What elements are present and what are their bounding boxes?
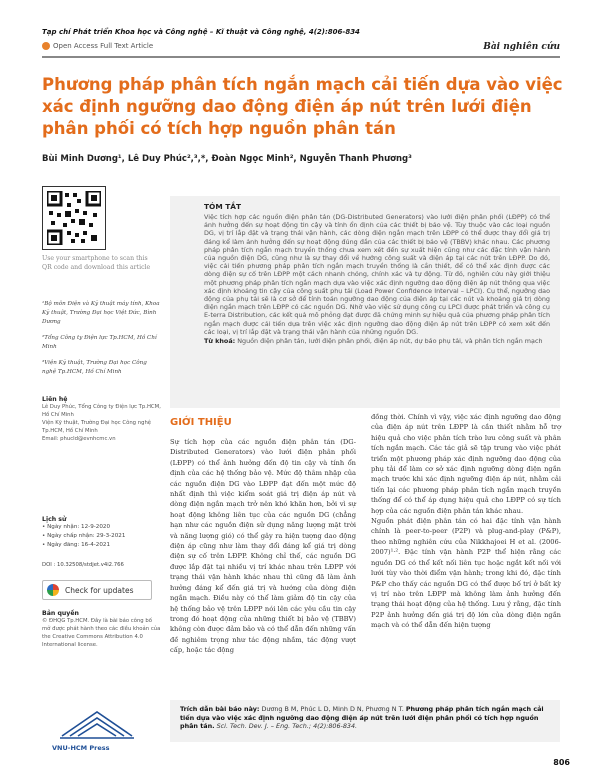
qr-code-icon [47, 191, 101, 245]
abstract-text: Việc tích hợp các nguồn điện phân tán (DG-Distributed Generators) vào lưới điện phân phối (LĐPP) có thể ảnh hưởng đến sự hoạt động tin cậy và tính ổn định của các thiết bị bảo vệ. Tùy thuộc vào các loại nguồn DG, vị trí lắp đặt và trạng thái vận hành, các dòng điện ngắn mạch trên LĐPP có thể được thay đổi giá trị đáng kể làm ảnh hưởng đến sự hoạt động đúng đắn của các thiết bị bảo vệ (TBBV) khác nhau. Các phương pháp phân tích ngắn mạch truyền thống chưa xem xét đến sự xuất hiện cũng như các đặc tính vận hành của nguồn điện DG, cũng như là sự thay đổi về hướng công suất và điện áp tại các nút trên LĐPP. Do đó, việc cải tiến phương pháp phân tích ngắn mạch truyền thống là cần thiết, để có thể xác định được các dòng điện sự cố trên LĐPP một cách nhanh chóng, chính xác và tự động. Từ đó, nghiên cứu này giới thiệu một phương pháp phân tích ngắn mạch dựa vào việc xác định ngưỡng dao động điện áp nút thông qua việc xác định khoảng tin cậy của công suất phụ tải (Load Power Confidence Interval – LPCI). Cụ thể, ngưỡng dao động của phụ tải sẽ là cơ sở để tính toán ngưỡng dao động của điện áp tại các nút và khoảng giá trị dòng điện ngắn mạch trên LĐPP có các nguồn DG. Nhờ vào việc sử dụng công cụ LPCI được phát triển và công cụ E-terra Distribution, các kết quả mô phỏng đạt được đã chứng minh sự hiệu quả của phương pháp phân tích ngắn mạch được cải tiến dựa trên việc xác định ngưỡng dao động điện áp nút trên LĐPP có xem xét đến các loại, vị trí lắp đặt và trạng thái vận hành của những nguồn DG. [204, 213, 550, 336]
article-type: Bài nghiên cứu [483, 42, 560, 52]
abstract-heading: TÓM TẮT [204, 202, 242, 211]
contact-block [42, 396, 162, 443]
author-list: Bùi Minh Dương¹, Lê Duy Phúc²,³,*, Đoàn Ngọc Minh², Nguyễn Thanh Phương³ [42, 154, 412, 164]
citation-title: Phương pháp phân tích ngắn mạch cải tiến dựa vào việc xác định ngưỡng dao động điện áp nút trên lưới điện phân phối có tích hợp nguồn phân tán. [180, 705, 544, 730]
affiliations [42, 300, 162, 384]
crossmark-icon [47, 584, 59, 596]
contact-heading: Liên hệ [42, 396, 68, 403]
doi-link[interactable]: DOI : 10.32508/stdjet.v4i2.766 [42, 562, 124, 568]
press-name: VNU-HCM Press [52, 744, 110, 752]
open-access-icon [42, 42, 50, 50]
history-item: • Ngày nhận: 12-9-2020 [42, 524, 111, 530]
check-for-updates-label: Check for updates [65, 585, 134, 595]
contact-line: Lê Duy Phúc, Tổng Công ty Điện lực Tp.HCM, Hồ Chí Minh [42, 404, 161, 418]
paragraph: Sự tích hợp của các nguồn điện phân tán (DG-Distributed Generators) vào lưới điện phân phối (LĐPP) có thể ảnh hưởng đến độ tin cậy và tính ổn định của các hệ thống bảo vệ. Mức độ thâm nhập của các nguồn điện DG vào LĐPP đạt đến một mức độ nhất định thì việc kiểm soát giá trị điện áp nút và dòng điện ngắn mạch trở nên khó khăn hơn, bởi vì sự hoạt động không liên tục của các nguồn DG (chẳng hạn như các nguồn điện sử dụng năng lượng mặt trời và năng lượng gió) có thể gây ra hiện tượng dao động điện áp cũng như làm thay đổi đáng kể giá trị dòng điện sự cố trên LĐPP. Không chỉ thế, các nguồn DG được lắp đặt tại nhiều vị trí khác nhau trên LĐPP với trạng thái vận hành khác nhau thì cũng đã làm ảnh hưởng đáng kể đến giá trị và hướng của dòng điện ngắn mạch. Điều này có thể làm giảm độ tin cậy của hệ thống bảo vệ trên LĐPP nói lên các yêu cầu tin cậy trong đó hoạt động của những thiết bị bảo vệ (TBBV) không còn được đảm bảo và có thể dẫn đến những vấn đề nghiêm trọng như tác động nhầm, tác động vượt cấp, hoặc tác động [170, 438, 356, 655]
header-divider [42, 56, 560, 58]
citation-label: Trích dẫn bài báo này: [180, 705, 260, 713]
journal-header: Tạp chí Phát triển Khoa học và Công nghệ – Kĩ thuật và Công nghệ, 4(2):806-834 [42, 28, 360, 36]
history-item: • Ngày chấp nhận: 29-3-2021 [42, 533, 126, 539]
keywords-text: Nguồn điện phân tán, lưới điện phân phối, điện áp nút, dự báo phụ tải, và phân tích ngắn mạch [237, 337, 543, 346]
history-item: • Ngày đăng: 16-4-2021 [42, 542, 111, 548]
keywords-label: Từ khoá: [204, 337, 236, 346]
keywords [204, 337, 550, 345]
page-number: 806 [553, 758, 570, 767]
body-column-1 [170, 437, 356, 659]
open-access-text: Open Access Full Text Article [53, 42, 154, 50]
paragraph: đồng thời. Chính vì vậy, việc xác định ngưỡng dao động của điện áp nút trên LĐPP là cần thiết nhằm hỗ trợ hiệu quả cho việc phân tích trào lưu công suất và phân tích ngắn mạch. Các tác giả sẽ tập trung vào việc phát triển một phương pháp xác định ngưỡng dao động của phụ tải để làm cơ sở xác định ngưỡng dòng điện ngắn mạch trước khi xác định ngưỡng điện áp nút, nhằm cải tiến lại các phương pháp phân tích ngắn mạch truyền thống để có thể áp dụng hiệu quả cho LĐPP có sự tích hợp của các nguồn điện phân tán khác nhau. Nguồn phát điện phân tán có hai đặc tính vận hành chính là peer-to-peer (P2P) và plug-and-play (P&P), theo những nghiên cứu của Nikkhajoei H et al. (2006-2007)¹·². Đặc tính vận hành P2P thể hiện rằng các nguồn DG có thể kết nối liên tục hoặc ngắt kết nối với lưới tùy vào thời điểm vận hành; trong khi đó, đặc tính P&P cho thấy các nguồn DG có thể được bố trí ở bất kỳ vị trí nào trên LĐPP mà không làm ảnh hưởng đến trạng thái hoạt động của hệ thống. Lưu ý rằng, đặc tính P2P ảnh hưởng đến giá trị độ lớn của dòng điện ngắn mạch và có thể dẫn đến hiện tượng [371, 413, 561, 630]
abstract-box [170, 196, 560, 408]
citation-box [170, 700, 560, 742]
contact-email[interactable]: Email: phucld@evnhcmc.vn [42, 436, 116, 442]
copyright-text: © ĐHQG Tp.HCM. Đây là bài báo công bố mở được phát hành theo các điều khoản của the Creative Commons Attribution 4.0 International license. [42, 618, 161, 648]
section-heading: GIỚI THIỆU [170, 417, 232, 428]
history-block [42, 516, 162, 550]
qr-note: Use your smartphone to scan this QR code and download this article [42, 255, 151, 271]
body-column-2 [371, 412, 561, 634]
copyright-heading: Bản quyền [42, 610, 79, 617]
copyright-block [42, 610, 162, 649]
affiliation-item: ³Viện Kỹ thuật, Trường Đại học Công nghệ Tp.HCM, Hồ Chí Minh [42, 360, 147, 375]
paper-title: Phương pháp phân tích ngắn mạch cải tiến dựa vào việc xác định ngưỡng dao động điện áp nút trên lưới điện phân phối có tích hợp nguồn phân tán [42, 75, 563, 138]
history-heading: Lịch sử [42, 516, 67, 523]
citation-authors: Dương B M, Phúc L D, Minh D N, Phương N T. [261, 705, 404, 713]
affiliation-item: ²Tổng Công ty Điện lực Tp.HCM, Hồ Chí Minh [42, 335, 157, 350]
qr-code[interactable] [42, 186, 106, 250]
affiliation-item: ¹Bộ môn Điện và Kỹ thuật máy tính, Khoa Kỹ thuật, Trường Đại học Việt Đức, Bình Dương [42, 301, 160, 325]
citation-source: Sci. Tech. Dev. J. – Eng. Tech.; 4(2):806-834. [216, 722, 358, 730]
open-access-label[interactable] [42, 42, 153, 50]
check-for-updates-button[interactable] [42, 580, 152, 600]
contact-line: Viện Kỹ thuật, Trường Đại học Công nghệ Tp.HCM, Hồ Chí Minh [42, 420, 152, 434]
